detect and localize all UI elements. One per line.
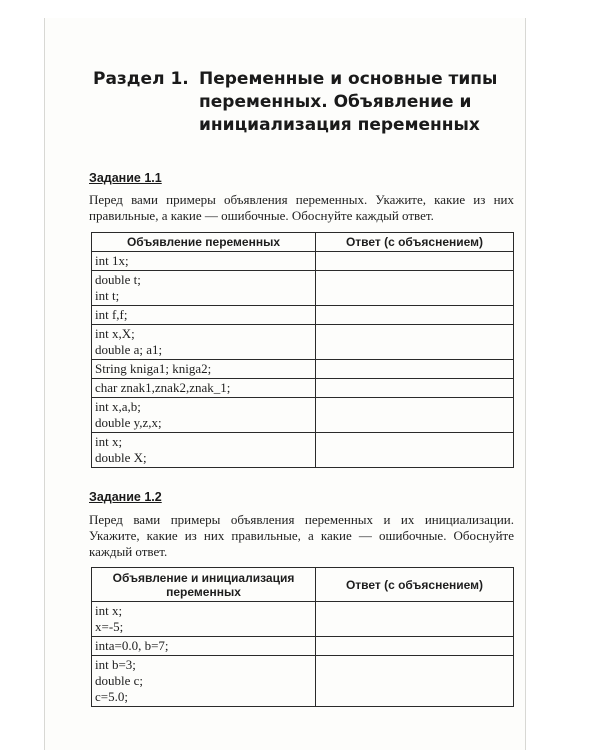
table-row — [92, 325, 514, 360]
answer-cell[interactable] — [316, 379, 514, 398]
code-line: double c; — [95, 673, 144, 688]
task-2-heading: Задание 1.2 — [89, 490, 162, 504]
code-line: int t; — [95, 288, 120, 303]
code-line: double y,z,x; — [95, 415, 162, 430]
table-row — [92, 656, 514, 707]
code-line: int b=3; — [95, 657, 136, 672]
declaration-cell — [92, 252, 316, 271]
answer-cell[interactable] — [316, 325, 514, 360]
task-2-instructions: Перед вами примеры объявления переменных и их инициализации. Укажите, какие из них правильные, а какие — ошибочные. Обоснуйте каждый ответ. — [89, 512, 514, 559]
answer-cell[interactable] — [316, 602, 514, 637]
code-line: int f,f; — [95, 307, 128, 322]
code-line: int x,X; — [95, 326, 135, 341]
declaration-cell — [92, 602, 316, 637]
code-line: int x,a,b; — [95, 399, 141, 414]
table-row — [92, 379, 514, 398]
table-header-row — [92, 568, 514, 602]
column-header-declaration: Объявление переменных — [92, 233, 316, 252]
table-row — [92, 433, 514, 468]
declaration-cell — [92, 360, 316, 379]
declaration-cell — [92, 379, 316, 398]
column-header-answer: Ответ (с объяснением) — [316, 568, 514, 602]
table-row — [92, 602, 514, 637]
declaration-cell — [92, 433, 316, 468]
column-header-answer: Ответ (с объяснением) — [316, 233, 514, 252]
table-row — [92, 637, 514, 656]
task-1-instructions: Перед вами примеры объявления переменных. Укажите, какие из них правильные, а какие — ошибочные. Обоснуйте каждый ответ. — [89, 192, 514, 223]
table-header-row — [92, 233, 514, 252]
answer-cell[interactable] — [316, 360, 514, 379]
answer-cell[interactable] — [316, 252, 514, 271]
code-line: c=5.0; — [95, 689, 128, 704]
answer-cell[interactable] — [316, 398, 514, 433]
code-line: int x; — [95, 434, 123, 449]
code-line: double X; — [95, 450, 147, 465]
code-line: x=-5; — [95, 619, 124, 634]
answer-cell[interactable] — [316, 656, 514, 707]
table-row — [92, 252, 514, 271]
code-line: double t; — [95, 272, 141, 287]
declaration-cell — [92, 325, 316, 360]
table-row — [92, 271, 514, 306]
declaration-cell — [92, 656, 316, 707]
code-line: int x; — [95, 603, 123, 618]
textbook-page — [44, 18, 526, 750]
declaration-cell — [92, 398, 316, 433]
code-line: double a; a1; — [95, 342, 163, 357]
code-line: int 1x; — [95, 253, 129, 268]
code-line: String kniga1; kniga2; — [95, 361, 212, 376]
declaration-cell — [92, 306, 316, 325]
table-row — [92, 306, 514, 325]
task-1-table — [91, 232, 514, 468]
declaration-cell — [92, 637, 316, 656]
answer-cell[interactable] — [316, 306, 514, 325]
table-row — [92, 398, 514, 433]
code-line: inta=0.0, b=7; — [95, 638, 169, 653]
answer-cell[interactable] — [316, 433, 514, 468]
task-1-heading: Задание 1.1 — [89, 171, 162, 185]
section-number: Раздел 1. — [93, 69, 189, 89]
declaration-cell — [92, 271, 316, 306]
task-2-table — [91, 567, 514, 707]
section-title: Переменные и основные типы переменных. Объявление и инициализация переменных — [199, 69, 498, 135]
answer-cell[interactable] — [316, 271, 514, 306]
column-header-declaration-init: Объявление и инициализация переменных — [92, 568, 316, 602]
table-row — [92, 360, 514, 379]
code-line: char znak1,znak2,znak_1; — [95, 380, 231, 395]
answer-cell[interactable] — [316, 637, 514, 656]
